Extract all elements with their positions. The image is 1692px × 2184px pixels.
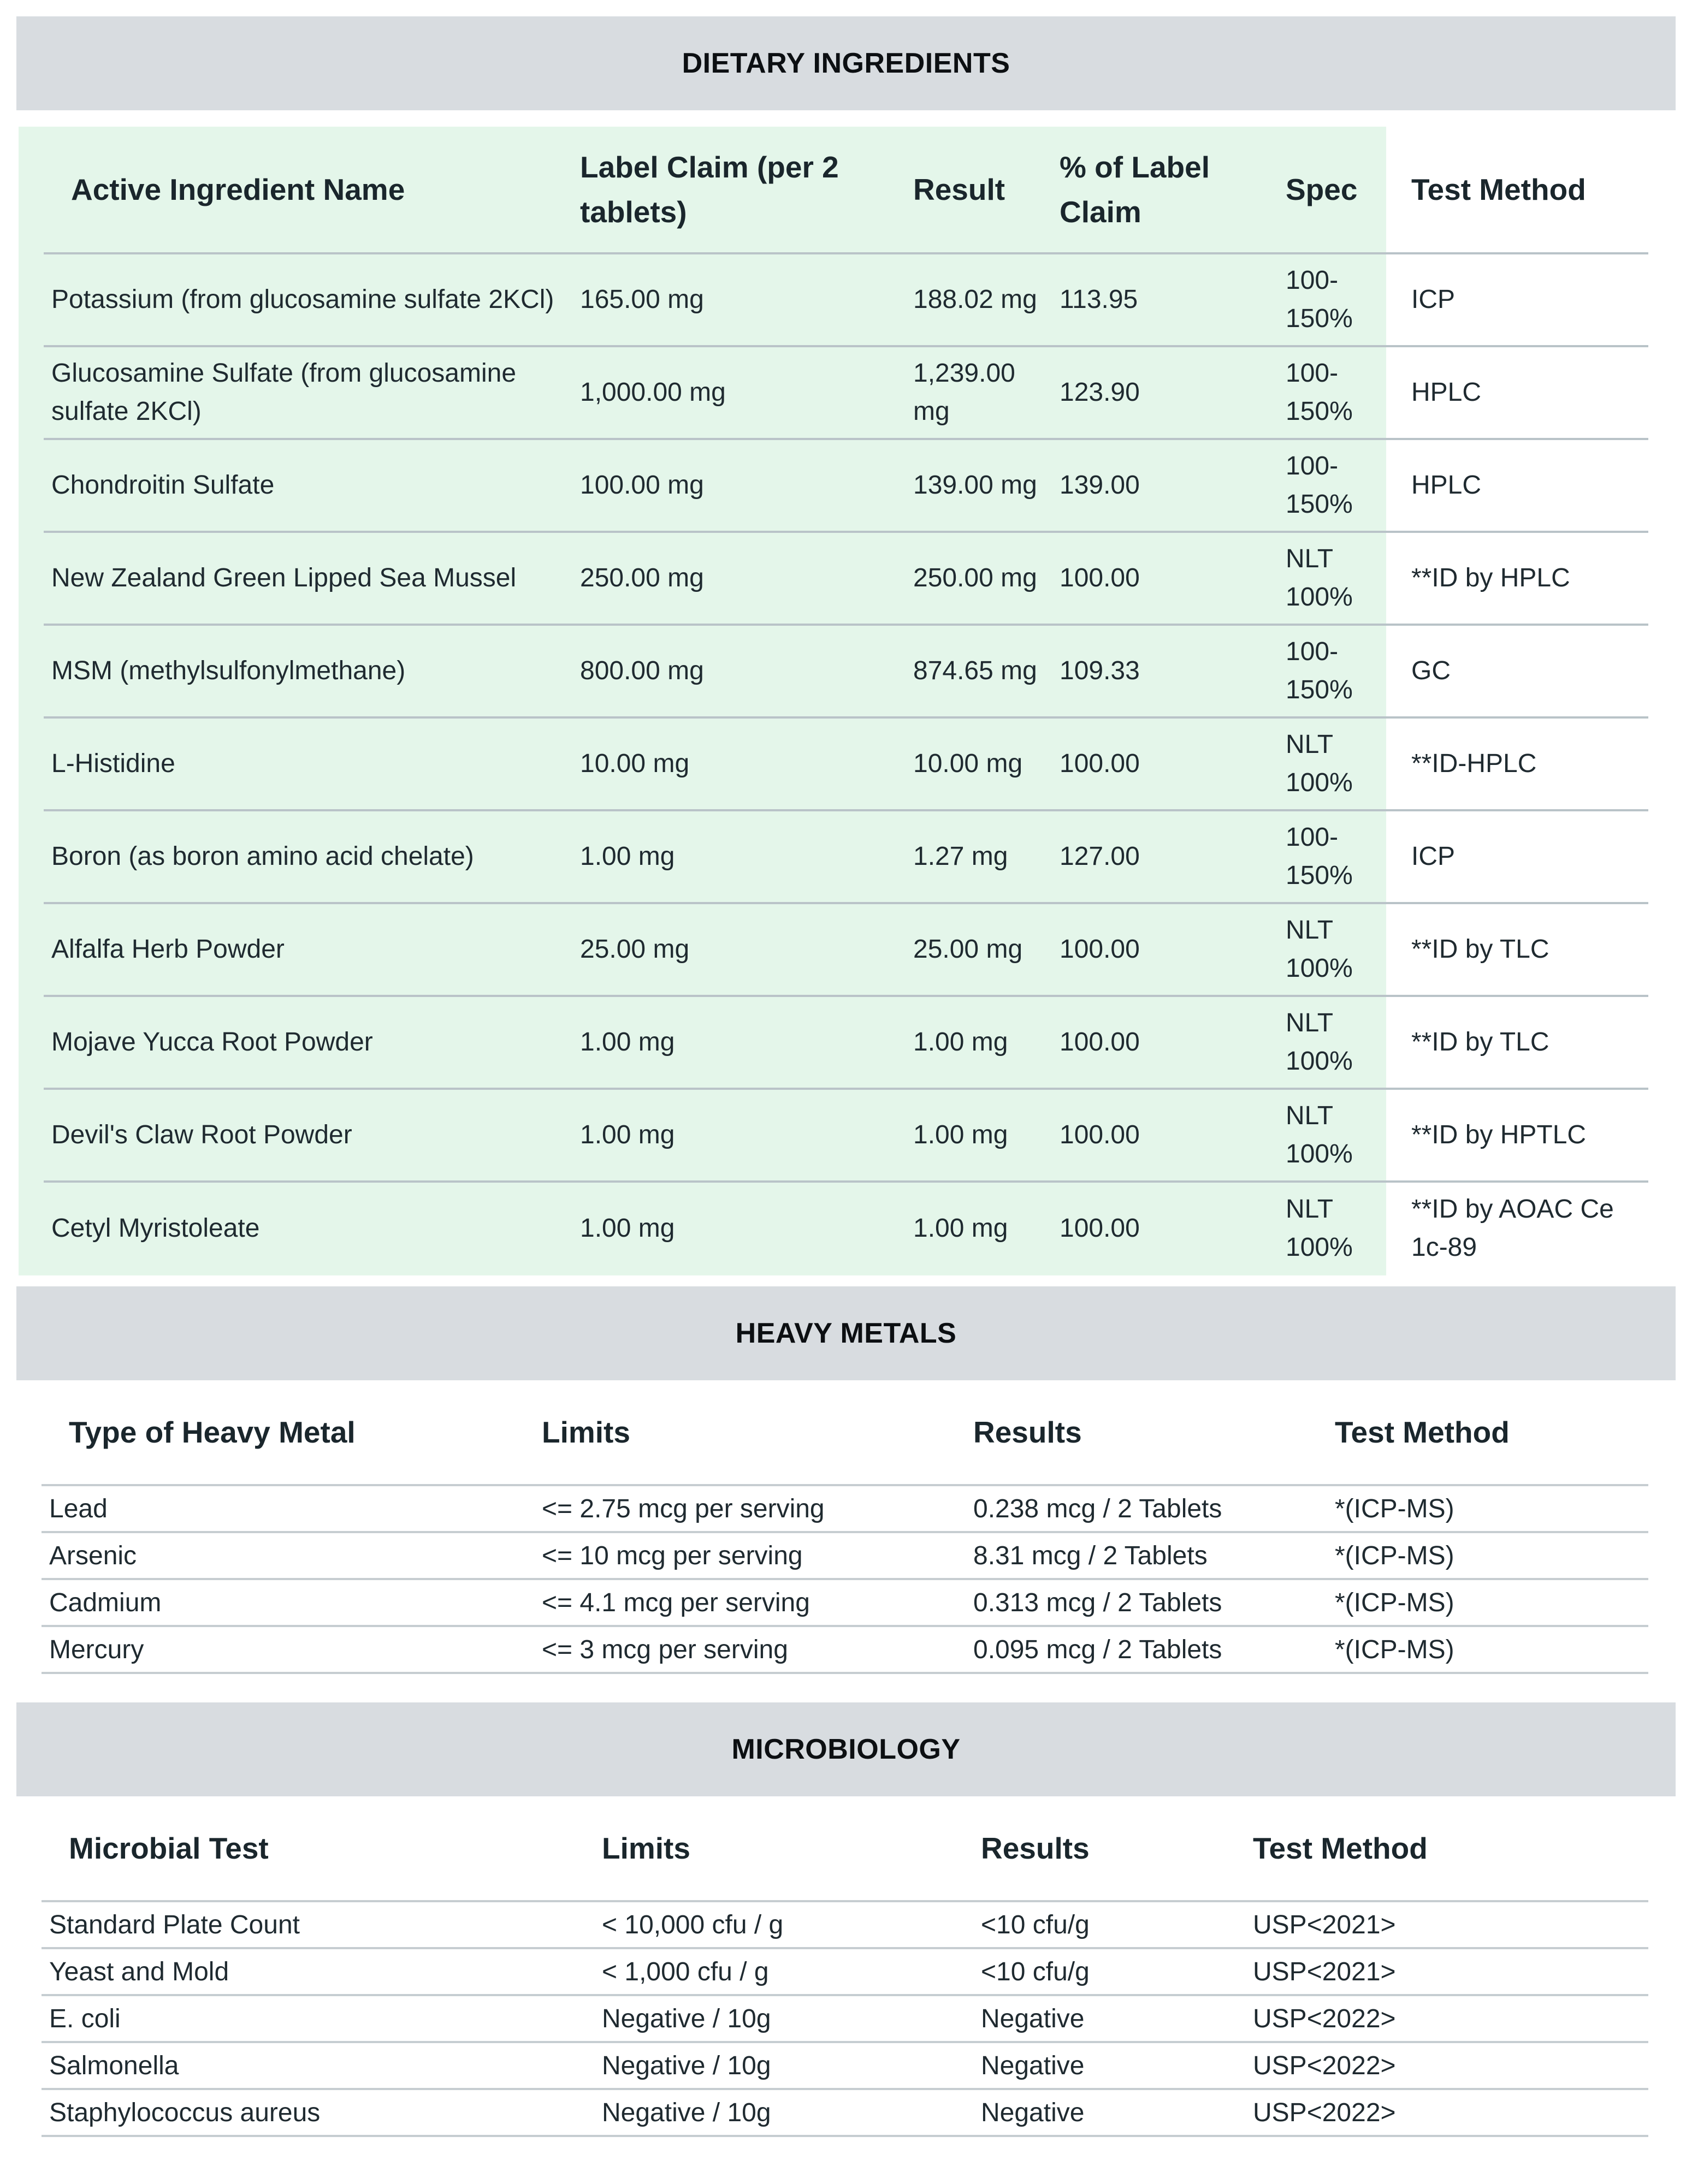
table-cell: 1.00 mg bbox=[572, 996, 906, 1089]
heavy-metals-header: HEAVY METALS bbox=[16, 1286, 1676, 1380]
table-cell: NLT 100% bbox=[1278, 532, 1404, 625]
table-cell: ICP bbox=[1404, 810, 1648, 903]
column-header: Results bbox=[973, 1796, 1245, 1901]
table-cell: 165.00 mg bbox=[572, 253, 906, 346]
table-cell: 100-150% bbox=[1278, 346, 1404, 439]
table-cell: *(ICP-MS) bbox=[1327, 1532, 1648, 1579]
table-cell: E. coli bbox=[42, 1995, 594, 2042]
table-cell: Cadmium bbox=[42, 1579, 534, 1626]
column-header: Result bbox=[906, 127, 1052, 253]
table-cell: **ID by AOAC Ce 1c-89 bbox=[1411, 1195, 1614, 1262]
table-cell: NLT 100% bbox=[1278, 717, 1404, 810]
dietary-ingredients-header: DIETARY INGREDIENTS bbox=[16, 16, 1676, 110]
table-cell: < 10,000 cfu / g bbox=[594, 1901, 973, 1948]
table-cell: 100.00 mg bbox=[572, 439, 906, 532]
table-row bbox=[42, 1532, 1648, 1579]
table-cell: Lead bbox=[42, 1485, 534, 1532]
table-cell: 100.00 bbox=[1052, 717, 1278, 810]
table-cell: 8.31 mcg / 2 Tablets bbox=[966, 1532, 1327, 1579]
table-cell: Yeast and Mold bbox=[42, 1948, 594, 1995]
column-header: Test Method bbox=[1404, 127, 1648, 253]
table-row bbox=[42, 1485, 1648, 1532]
table-cell: Staphylococcus aureus bbox=[42, 2089, 594, 2136]
table-cell: Devil's Claw Root Powder bbox=[44, 1089, 572, 1182]
column-header: % of Label Claim bbox=[1052, 127, 1278, 253]
column-header: Active Ingredient Name bbox=[44, 127, 572, 253]
table-cell: MSM (methylsulfonylmethane) bbox=[44, 625, 572, 717]
table-cell: 0.238 mcg / 2 Tablets bbox=[966, 1485, 1327, 1532]
table-cell: 109.33 bbox=[1052, 625, 1278, 717]
table-cell: 113.95 bbox=[1052, 253, 1278, 346]
table-header-row bbox=[44, 127, 1648, 253]
table-cell: 0.313 mcg / 2 Tablets bbox=[966, 1579, 1327, 1626]
table-row bbox=[44, 1089, 1648, 1182]
table-cell: 10.00 mg bbox=[906, 717, 1052, 810]
table-cell: 100.00 bbox=[1052, 532, 1278, 625]
table-cell: 139.00 bbox=[1052, 439, 1278, 532]
table-cell: 100.00 bbox=[1052, 1089, 1278, 1182]
table-cell: GC bbox=[1404, 625, 1648, 717]
table-cell: Chondroitin Sulfate bbox=[44, 439, 572, 532]
table-cell: 123.90 bbox=[1052, 346, 1278, 439]
table-cell: ICP bbox=[1404, 253, 1648, 346]
table-cell: Mojave Yucca Root Powder bbox=[44, 996, 572, 1089]
table-cell: Negative bbox=[973, 2089, 1245, 2136]
table-cell: 10.00 mg bbox=[572, 717, 906, 810]
table-header-row bbox=[42, 1380, 1648, 1485]
table-cell: USP<2022> bbox=[1245, 1995, 1648, 2042]
table-cell: 874.65 mg bbox=[906, 625, 1052, 717]
table-cell: Cetyl Myristoleate bbox=[51, 1214, 260, 1243]
table-cell: *(ICP-MS) bbox=[1327, 1579, 1648, 1626]
table-cell: NLT 100% bbox=[1278, 1089, 1404, 1182]
microbiology-header: MICROBIOLOGY bbox=[16, 1702, 1676, 1796]
table-cell: NLT 100% bbox=[1278, 996, 1404, 1089]
table-row bbox=[44, 253, 1648, 346]
table-row bbox=[44, 996, 1648, 1089]
microbiology-table bbox=[42, 1796, 1648, 2137]
table-header-row bbox=[42, 1796, 1648, 1901]
table-cell: *(ICP-MS) bbox=[1327, 1626, 1648, 1673]
column-header: Test Method bbox=[1327, 1380, 1648, 1485]
column-header: Limits bbox=[534, 1380, 966, 1485]
table-cell: 100.00 bbox=[1052, 903, 1278, 996]
table-cell: <= 2.75 mcg per serving bbox=[534, 1485, 966, 1532]
table-cell: *(ICP-MS) bbox=[1327, 1485, 1648, 1532]
table-cell: <= 3 mcg per serving bbox=[534, 1626, 966, 1673]
table-cell: 1.27 mg bbox=[906, 810, 1052, 903]
table-cell: HPLC bbox=[1404, 346, 1648, 439]
table-row bbox=[42, 1901, 1648, 1948]
table-cell: 100.00 bbox=[1052, 996, 1278, 1089]
table-cell: **ID by TLC bbox=[1404, 903, 1648, 996]
table-cell: 1,000.00 mg bbox=[572, 346, 906, 439]
table-row bbox=[44, 1182, 1648, 1274]
heavy-metals-table bbox=[42, 1380, 1648, 1674]
table-cell: 188.02 mg bbox=[906, 253, 1052, 346]
table-cell: Salmonella bbox=[42, 2042, 594, 2089]
table-cell: 1.00 mg bbox=[572, 810, 906, 903]
table-cell: USP<2022> bbox=[1245, 2089, 1648, 2136]
table-cell: 100-150% bbox=[1278, 625, 1404, 717]
table-row bbox=[42, 2042, 1648, 2089]
table-cell: 1.00 mg bbox=[580, 1214, 675, 1243]
table-row bbox=[42, 2089, 1648, 2136]
column-header: Results bbox=[966, 1380, 1327, 1485]
table-cell: Mercury bbox=[42, 1626, 534, 1673]
column-header: Spec bbox=[1278, 127, 1404, 253]
table-row bbox=[44, 532, 1648, 625]
table-cell: 127.00 bbox=[1052, 810, 1278, 903]
table-cell: <= 4.1 mcg per serving bbox=[534, 1579, 966, 1626]
table-cell: **ID by HPTLC bbox=[1404, 1089, 1648, 1182]
table-cell: **ID-HPLC bbox=[1404, 717, 1648, 810]
table-cell: USP<2021> bbox=[1245, 1901, 1648, 1948]
table-cell: 0.095 mcg / 2 Tablets bbox=[966, 1626, 1327, 1673]
table-cell: Alfalfa Herb Powder bbox=[44, 903, 572, 996]
table-cell: New Zealand Green Lipped Sea Mussel bbox=[44, 532, 572, 625]
table-cell: <10 cfu/g bbox=[973, 1901, 1245, 1948]
column-header: Test Method bbox=[1245, 1796, 1648, 1901]
table-cell: NLT 100% bbox=[1286, 1195, 1353, 1262]
table-cell: Potassium (from glucosamine sulfate 2KCl) bbox=[44, 253, 572, 346]
table-cell: 1.00 mg bbox=[906, 1089, 1052, 1182]
table-row bbox=[44, 439, 1648, 532]
column-header: Limits bbox=[594, 1796, 973, 1901]
table-cell: USP<2022> bbox=[1245, 2042, 1648, 2089]
table-cell: Standard Plate Count bbox=[42, 1901, 594, 1948]
column-header: Type of Heavy Metal bbox=[42, 1380, 534, 1485]
table-cell: 250.00 mg bbox=[572, 532, 906, 625]
table-cell: Negative / 10g bbox=[594, 2089, 973, 2136]
table-cell: <10 cfu/g bbox=[973, 1948, 1245, 1995]
dietary-ingredients-table bbox=[44, 127, 1648, 1274]
table-cell: USP<2021> bbox=[1245, 1948, 1648, 1995]
table-cell: **ID by TLC bbox=[1404, 996, 1648, 1089]
column-header: Label Claim (per 2 tablets) bbox=[572, 127, 906, 253]
table-cell: Glucosamine Sulfate (from glucosamine sulfate 2KCl) bbox=[44, 346, 572, 439]
table-cell: 1.00 mg bbox=[572, 1089, 906, 1182]
table-row bbox=[44, 903, 1648, 996]
table-cell: 100-150% bbox=[1278, 253, 1404, 346]
table-cell: HPLC bbox=[1404, 439, 1648, 532]
table-cell: 100-150% bbox=[1278, 439, 1404, 532]
table-cell: Negative / 10g bbox=[594, 1995, 973, 2042]
table-cell: < 1,000 cfu / g bbox=[594, 1948, 973, 1995]
table-row bbox=[44, 810, 1648, 903]
table-cell: NLT 100% bbox=[1278, 903, 1404, 996]
table-cell: 250.00 mg bbox=[906, 532, 1052, 625]
table-cell: Negative bbox=[973, 1995, 1245, 2042]
table-cell: <= 10 mcg per serving bbox=[534, 1532, 966, 1579]
table-cell: 800.00 mg bbox=[572, 625, 906, 717]
table-cell: 25.00 mg bbox=[906, 903, 1052, 996]
table-row bbox=[42, 1995, 1648, 2042]
table-cell: 1.00 mg bbox=[906, 996, 1052, 1089]
column-header: Microbial Test bbox=[42, 1796, 594, 1901]
table-cell: 139.00 mg bbox=[906, 439, 1052, 532]
table-cell: **ID by HPLC bbox=[1404, 532, 1648, 625]
table-row bbox=[44, 625, 1648, 717]
table-row bbox=[44, 717, 1648, 810]
table-row bbox=[42, 1579, 1648, 1626]
table-cell: Negative / 10g bbox=[594, 2042, 973, 2089]
table-cell: Boron (as boron amino acid chelate) bbox=[44, 810, 572, 903]
table-cell: L-Histidine bbox=[44, 717, 572, 810]
table-row bbox=[42, 1626, 1648, 1673]
table-cell: 100.00 bbox=[1060, 1214, 1140, 1243]
table-cell: 1.00 mg bbox=[913, 1214, 1008, 1243]
table-row bbox=[42, 1948, 1648, 1995]
table-cell: 25.00 mg bbox=[572, 903, 906, 996]
table-cell: 100-150% bbox=[1278, 810, 1404, 903]
table-cell: Arsenic bbox=[42, 1532, 534, 1579]
table-cell: 1,239.00 mg bbox=[906, 346, 1052, 439]
table-row bbox=[44, 346, 1648, 439]
table-cell: Negative bbox=[973, 2042, 1245, 2089]
